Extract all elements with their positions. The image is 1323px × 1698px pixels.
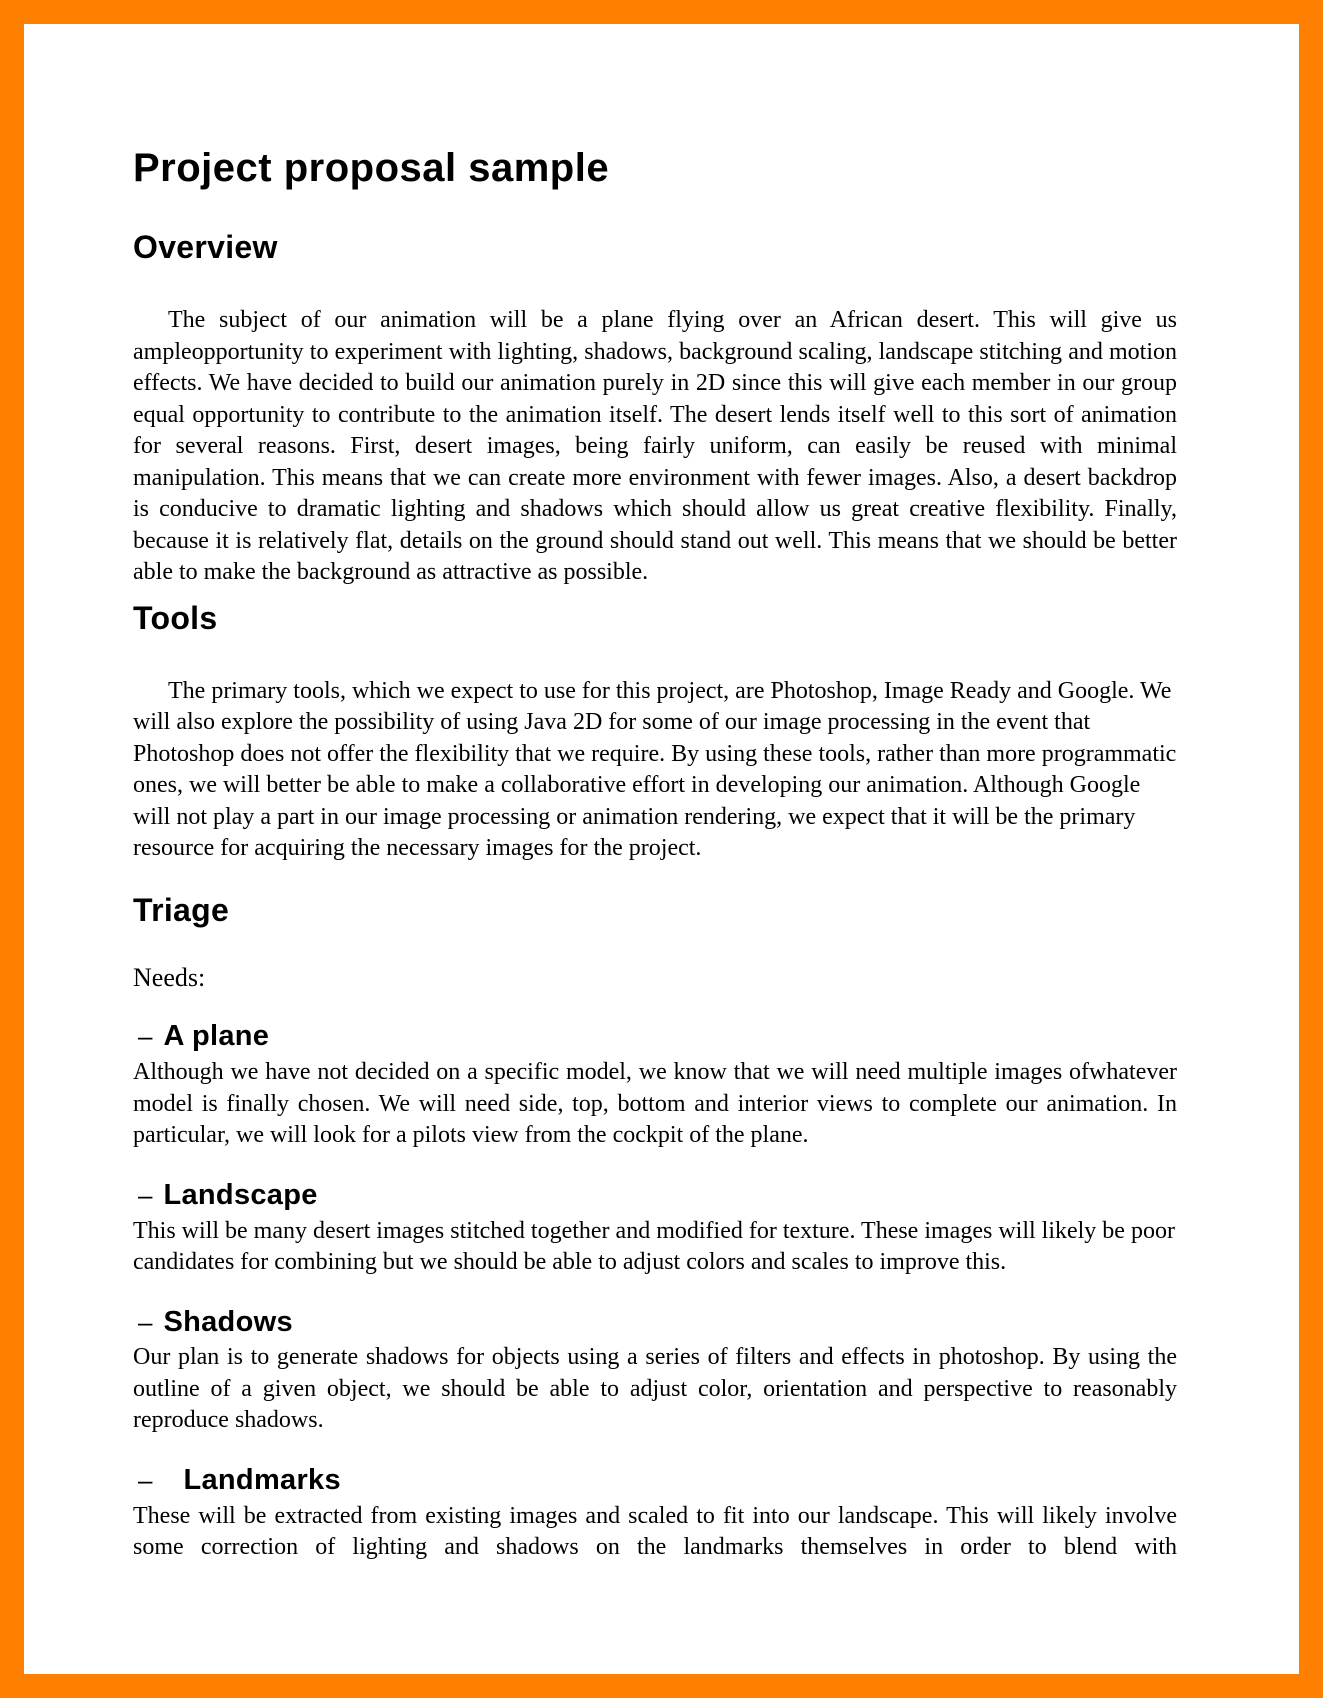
document-page <box>24 24 1299 1674</box>
triage-item-shadows <box>133 1307 1177 1437</box>
list-dash: – <box>138 1306 153 1337</box>
triage-item-label-a-plane: A plane <box>163 1020 270 1053</box>
list-dash: – <box>138 1179 153 1210</box>
triage-item-heading <box>133 1180 1177 1212</box>
triage-item-heading <box>133 1021 1177 1053</box>
document-title: Project proposal sample <box>133 146 610 190</box>
triage-item-landscape <box>133 1180 1177 1279</box>
tools-paragraph: The primary tools, which we expect to use for this project, are Photoshop, Image Ready and Google. We will also explore the possibility of using Java 2D for some of our image processing in the event that Photoshop does not offer the flexibility that we require. By using these tools, rather than more programmatic ones, we will better be able to make a collaborative effort in developing our animation. Although Google will not play a part in our image processing or animation rendering, we expect that it will be the primary resource for acquiring the necessary images for the project. <box>133 677 1177 862</box>
a-plane-paragraph: Although we have not decided on a specific model, we know that we will need multiple images ofwhatever model is finally chosen. We will need side, top, bottom and interior views to complete our animation. In particular, we will look for a pilots view from the cockpit of the plane. <box>133 1059 1177 1149</box>
triage-needs-label: Needs: <box>133 963 206 993</box>
landscape-paragraph: This will be many desert images stitched together and modified for texture. These images will likely be poor candidates for combining but we should be able to adjust colors and scales to improve this. <box>133 1217 1175 1276</box>
triage-item-heading <box>133 1307 1177 1339</box>
shadows-paragraph: Our plan is to generate shadows for objects using a series of filters and effects in photoshop. By using the outline of a given object, we should be able to adjust color, orientation and perspective to reasonably reproduce shadows. <box>133 1344 1177 1434</box>
triage-item-heading <box>133 1465 1177 1497</box>
triage-item-a-plane <box>133 1021 1177 1151</box>
triage-item-landmarks <box>133 1465 1177 1564</box>
section-heading-overview: Overview <box>133 229 278 265</box>
triage-item-label-shadows: Shadows <box>163 1305 293 1338</box>
landmarks-paragraph: These will be extracted from existing images and scaled to fit into our landscape. This will likely involve some correction of lighting and shadows on the landmarks themselves in order to blend with <box>133 1502 1177 1561</box>
triage-item-label-landscape: Landscape <box>163 1178 318 1211</box>
triage-item-label-landmarks: Landmarks <box>183 1463 341 1496</box>
overview-paragraph: The subject of our animation will be a plane flying over an African desert. This will give us ampleopportunity to experiment with lighting, shadows, background scaling, landscape stitching and motion effects. We have decided to build our animation purely in 2D since this will give each member in our group equal opportunity to contribute to the animation itself. The desert lends itself well to this sort of animation for several reasons. First, desert images, being fairly uniform, can easily be reused with minimal manipulation. This means that we can create more environment with fewer images. Also, a desert backdrop is conducive to dramatic lighting and shadows which should allow us great creative flexibility. Finally, because it is relatively flat, details on the ground should stand out well. This means that we should be better able to make the background as attractive as possible. <box>133 307 1177 586</box>
section-heading-triage: Triage <box>133 891 230 928</box>
list-dash: – <box>138 1464 153 1495</box>
section-heading-tools: Tools <box>133 599 218 636</box>
list-dash: – <box>138 1021 153 1052</box>
